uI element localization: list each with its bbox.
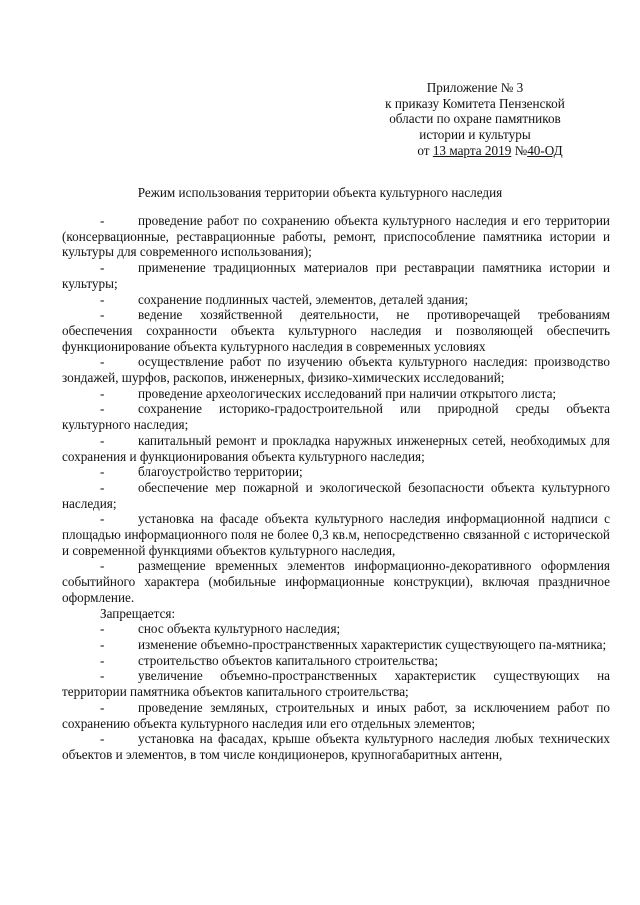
list-dash: - (100, 385, 105, 401)
appendix-number: Приложение № 3 (426, 80, 524, 95)
list-item-text: проведение археологических исследований при наличии открытого листа; (138, 385, 557, 401)
list-dash: - (100, 652, 105, 668)
permitted-item (62, 511, 610, 558)
list-dash: - (100, 213, 105, 228)
document-body (62, 213, 610, 763)
appendix-header (350, 80, 600, 159)
prohibited-item (62, 700, 610, 731)
list-item-text: сохранение подлинных частей, элементов, деталей здания; (138, 291, 469, 307)
document-title: Режим использования территории объекта культурного наследия (137, 185, 503, 200)
list-item-text: ведение хозяйственной деятельности, не противоречащей требованиям обеспечения сохранности объекта культурного наследия и позволяющей обеспечить функционирование объекта культурного наследия в современных условиях (62, 307, 610, 354)
order-reference: к приказу Комитета Пензенской (385, 95, 565, 111)
list-dash: - (100, 432, 105, 448)
permitted-item (62, 260, 610, 291)
list-dash: - (100, 307, 105, 323)
list-item-text: проведение земляных, строительных и иных работ, за исключением работ по сохранению объекта культурного наследия или его отдельных элементов; (62, 699, 610, 731)
list-dash: - (100, 511, 105, 527)
order-number: 40-ОД (527, 142, 563, 158)
list-item-text: снос объекта культурного наследия; (138, 621, 341, 637)
permitted-item (62, 480, 610, 511)
list-dash: - (100, 401, 105, 417)
prohibited-item (62, 621, 610, 637)
permitted-item (62, 386, 610, 402)
committee-name: области по охране памятников (389, 111, 561, 127)
prohibited-item (62, 653, 610, 669)
list-item-text: установка на фасаде объекта культурного наследия информационной надписи с площадью информационного поля не более 0,3 кв.м, непосредственно связанной с исторической и современной функциями объектов культурного наследия, (62, 511, 610, 558)
prohibited-list (62, 621, 610, 762)
prohibited-item (62, 637, 610, 653)
permitted-item (62, 401, 610, 432)
permitted-item (62, 354, 610, 385)
list-item-text: капитальный ремонт и прокладка наружных инженерных сетей, необходимых для сохранения и функционирования объекта культурного наследия; (62, 432, 610, 464)
list-dash: - (100, 291, 105, 307)
number-prefix: № (514, 142, 528, 158)
list-item-text: размещение временных элементов информационно-декоративного оформления событийного характера (мобильные информационные конструкции), включая праздничное оформление. (62, 558, 610, 605)
list-item-text: сохранение историко-градостроительной или природной среды объекта культурного наследия; (62, 401, 610, 433)
list-dash: - (100, 621, 105, 637)
list-dash: - (100, 479, 105, 495)
permitted-item (62, 558, 610, 605)
list-item-text: осуществление работ по изучению объекта культурного наследия: производство зондажей, шурфов, раскопов, инженерных, физико-химических исследований; (62, 354, 610, 386)
list-item-text: строительство объектов капитального строительства; (138, 652, 438, 668)
list-dash: - (100, 464, 105, 480)
list-item-text: изменение объемно-пространственных характеристик существующего па-мятника; (138, 636, 607, 652)
list-dash: - (100, 699, 105, 715)
order-date-line (350, 143, 600, 159)
prohibited-heading: Запрещается: (100, 605, 176, 621)
list-dash: - (100, 668, 105, 684)
list-dash: - (100, 354, 105, 370)
list-item-text: проведение работ по сохранению объекта культурного наследия и его территории (консервационные, реставрационные работы, ремонт, приспособление памятника истории и культуры для современного использования); (62, 213, 610, 260)
permitted-item (62, 433, 610, 464)
list-item-text: благоустройство территории; (138, 464, 303, 480)
list-item-text: обеспечение мер пожарной и экологической безопасности объекта культурного наследия; (62, 479, 610, 511)
permitted-item (62, 307, 610, 354)
permitted-item (62, 213, 610, 260)
committee-name-cont: истории и культуры (419, 127, 531, 143)
order-date: 13 марта 2019 (432, 142, 512, 158)
list-item-text: установка на фасадах, крыше объекта культурного наследия любых технических объектов и элементов, в том числе кондиционеров, крупногабаритных антенн, (62, 731, 610, 762)
permitted-item (62, 464, 610, 480)
list-dash: - (100, 558, 105, 574)
permitted-item (62, 292, 610, 308)
list-item-text: увеличение объемно-пространственных характеристик существующих на территории памятника объектов капитального строительства; (62, 668, 610, 700)
prohibited-item (62, 731, 610, 762)
date-prefix: от (417, 142, 430, 158)
list-item-text: применение традиционных материалов при реставрации памятника истории и культуры; (62, 260, 610, 291)
permitted-list (62, 213, 610, 606)
list-dash: - (100, 731, 105, 747)
list-dash: - (100, 260, 105, 276)
list-dash: - (100, 636, 105, 652)
prohibited-item (62, 668, 610, 699)
